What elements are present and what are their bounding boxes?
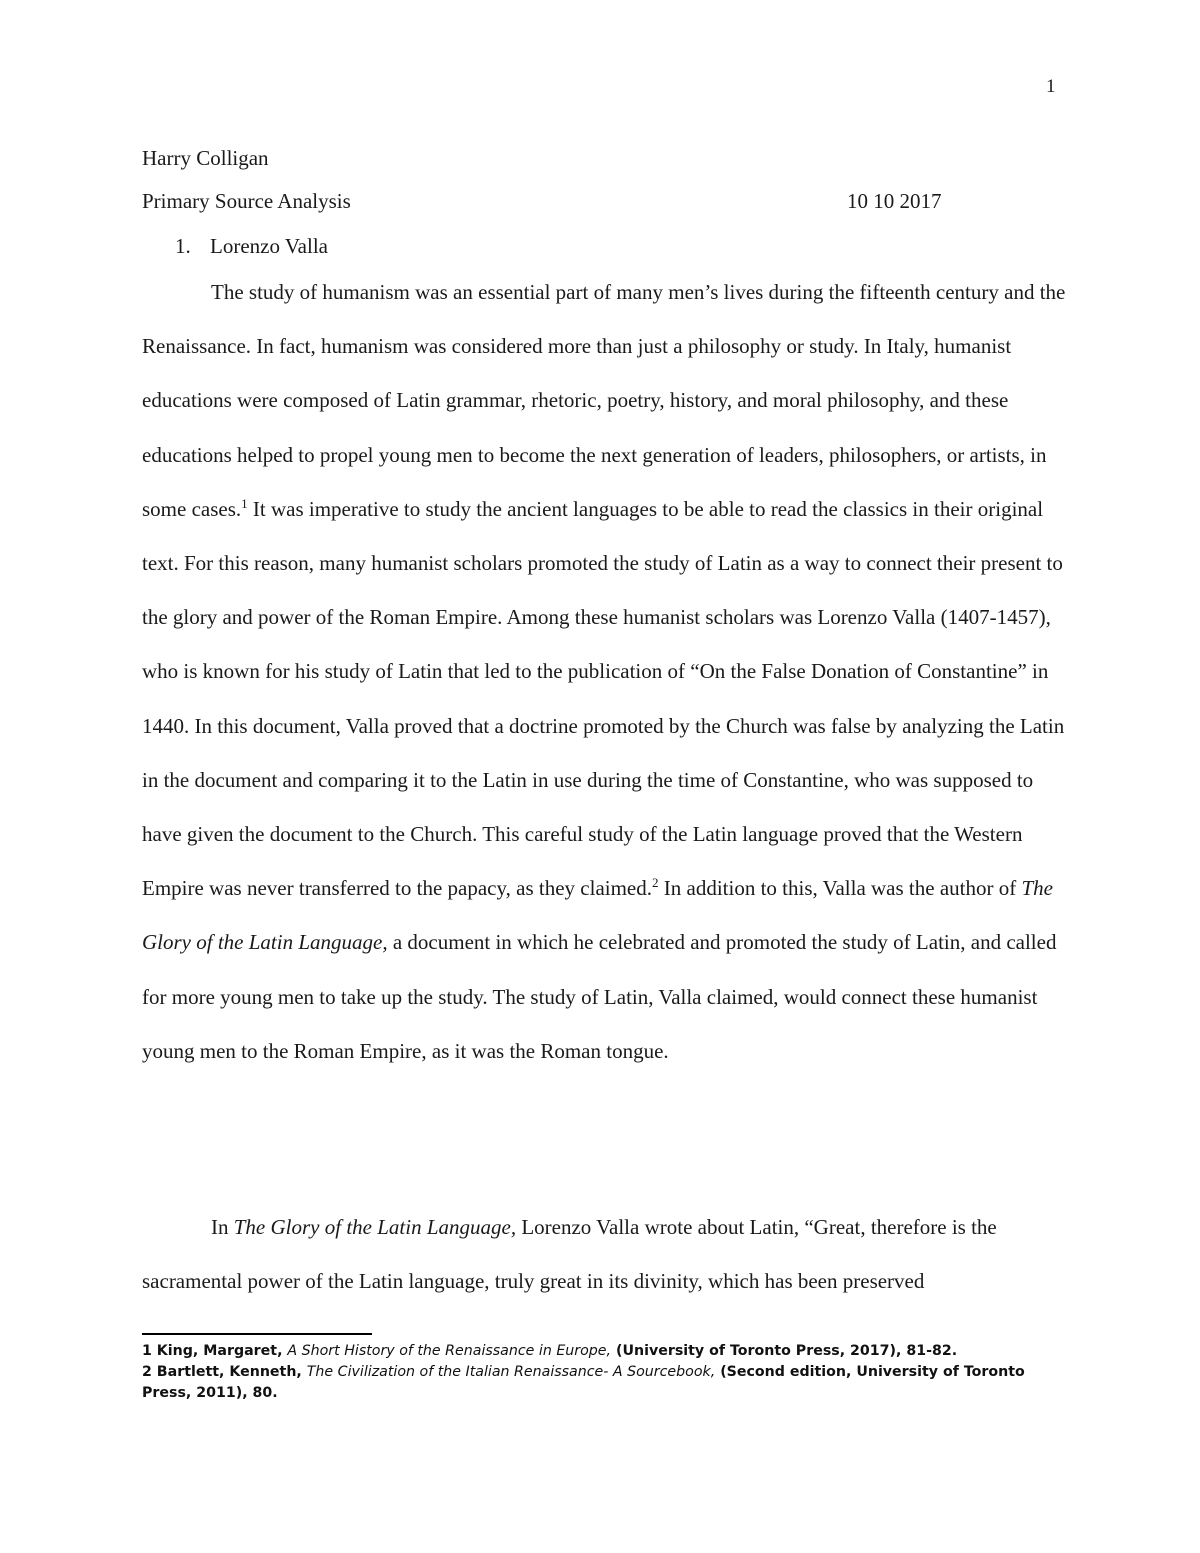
paragraph-text: The study of humanism was an essential part of many men’s lives during the fifteenth century and the Renaissance. In fact, humanism was considered more than just a philosophy or study. In Italy, humanist educations were composed of Latin grammar, rhetoric, poetry, history, and moral philosophy, and these educations helped to propel young men to become the next generation of leaders, philosophers, or artists, in some cases. [142, 280, 1066, 521]
paragraph-text: It was imperative to study the ancient languages to be able to read the classics in their original text. For this reason, many humanist scholars promoted the study of Latin as a way to connect their present to the glory and power of the Roman Empire. Among these humanist scholars was Lorenzo Valla (1407-1457), who is known for his study of Latin that led to the publication of “On the False Donation of Constantine” in 1440. In this document, Valla proved that a doctrine promoted by the Church was false by analyzing the Latin in the document and comparing it to the Latin in use during the time of Constantine, who was supposed to have given the document to the Church. This careful study of the Latin language proved that the Western Empire was never transferred to the papacy, as they claimed. [142, 496, 1065, 901]
section-label: Lorenzo Valla [210, 234, 328, 258]
paragraph-text: a document in which he celebrated and promoted the study of Latin, and called for more young men to take up the study. The study of Latin, Valla claimed, would connect these humanist young men to the Roman Empire, as it was the Roman tongue. [142, 930, 1057, 1063]
section-heading [175, 234, 328, 258]
page-number: 1 [1046, 76, 1056, 97]
footnote-ref-2[interactable]: 2 [652, 875, 659, 891]
footnote-separator [142, 1333, 372, 1335]
author-name: Harry Colligan [142, 146, 269, 170]
body-paragraph-2 [142, 1200, 1066, 1308]
course-title: Primary Source Analysis [142, 189, 351, 213]
section-number: 1. [175, 234, 191, 258]
paragraph-text: In addition to this, Valla was the author of [658, 876, 1022, 901]
footnotes [142, 1341, 1072, 1404]
footnote-ref-1[interactable]: 1 [241, 495, 248, 511]
body-paragraph-1 [142, 265, 1066, 1078]
footnote-1: 1 King, Margaret, A Short History of the Renaissance in Europe, (University of Toronto Press, 2017), 81-82. [142, 1343, 958, 1359]
paragraph-text: In [211, 1215, 234, 1239]
work-title: The Glory of the Latin Language, [142, 876, 1053, 955]
work-title: The Glory of the Latin Language, [233, 1215, 517, 1239]
footnote-2: 2 Bartlett, Kenneth, The Civilization of the Italian Renaissance- A Sourcebook, (Second edition, University of Toronto Press, 2011), 80. [142, 1364, 1025, 1401]
paragraph-text: Lorenzo Valla wrote about Latin, “Great, therefore is the sacramental power of the Latin language, truly great in its divinity, which has been preserved [142, 1215, 997, 1294]
document-date: 10 10 2017 [847, 189, 942, 213]
